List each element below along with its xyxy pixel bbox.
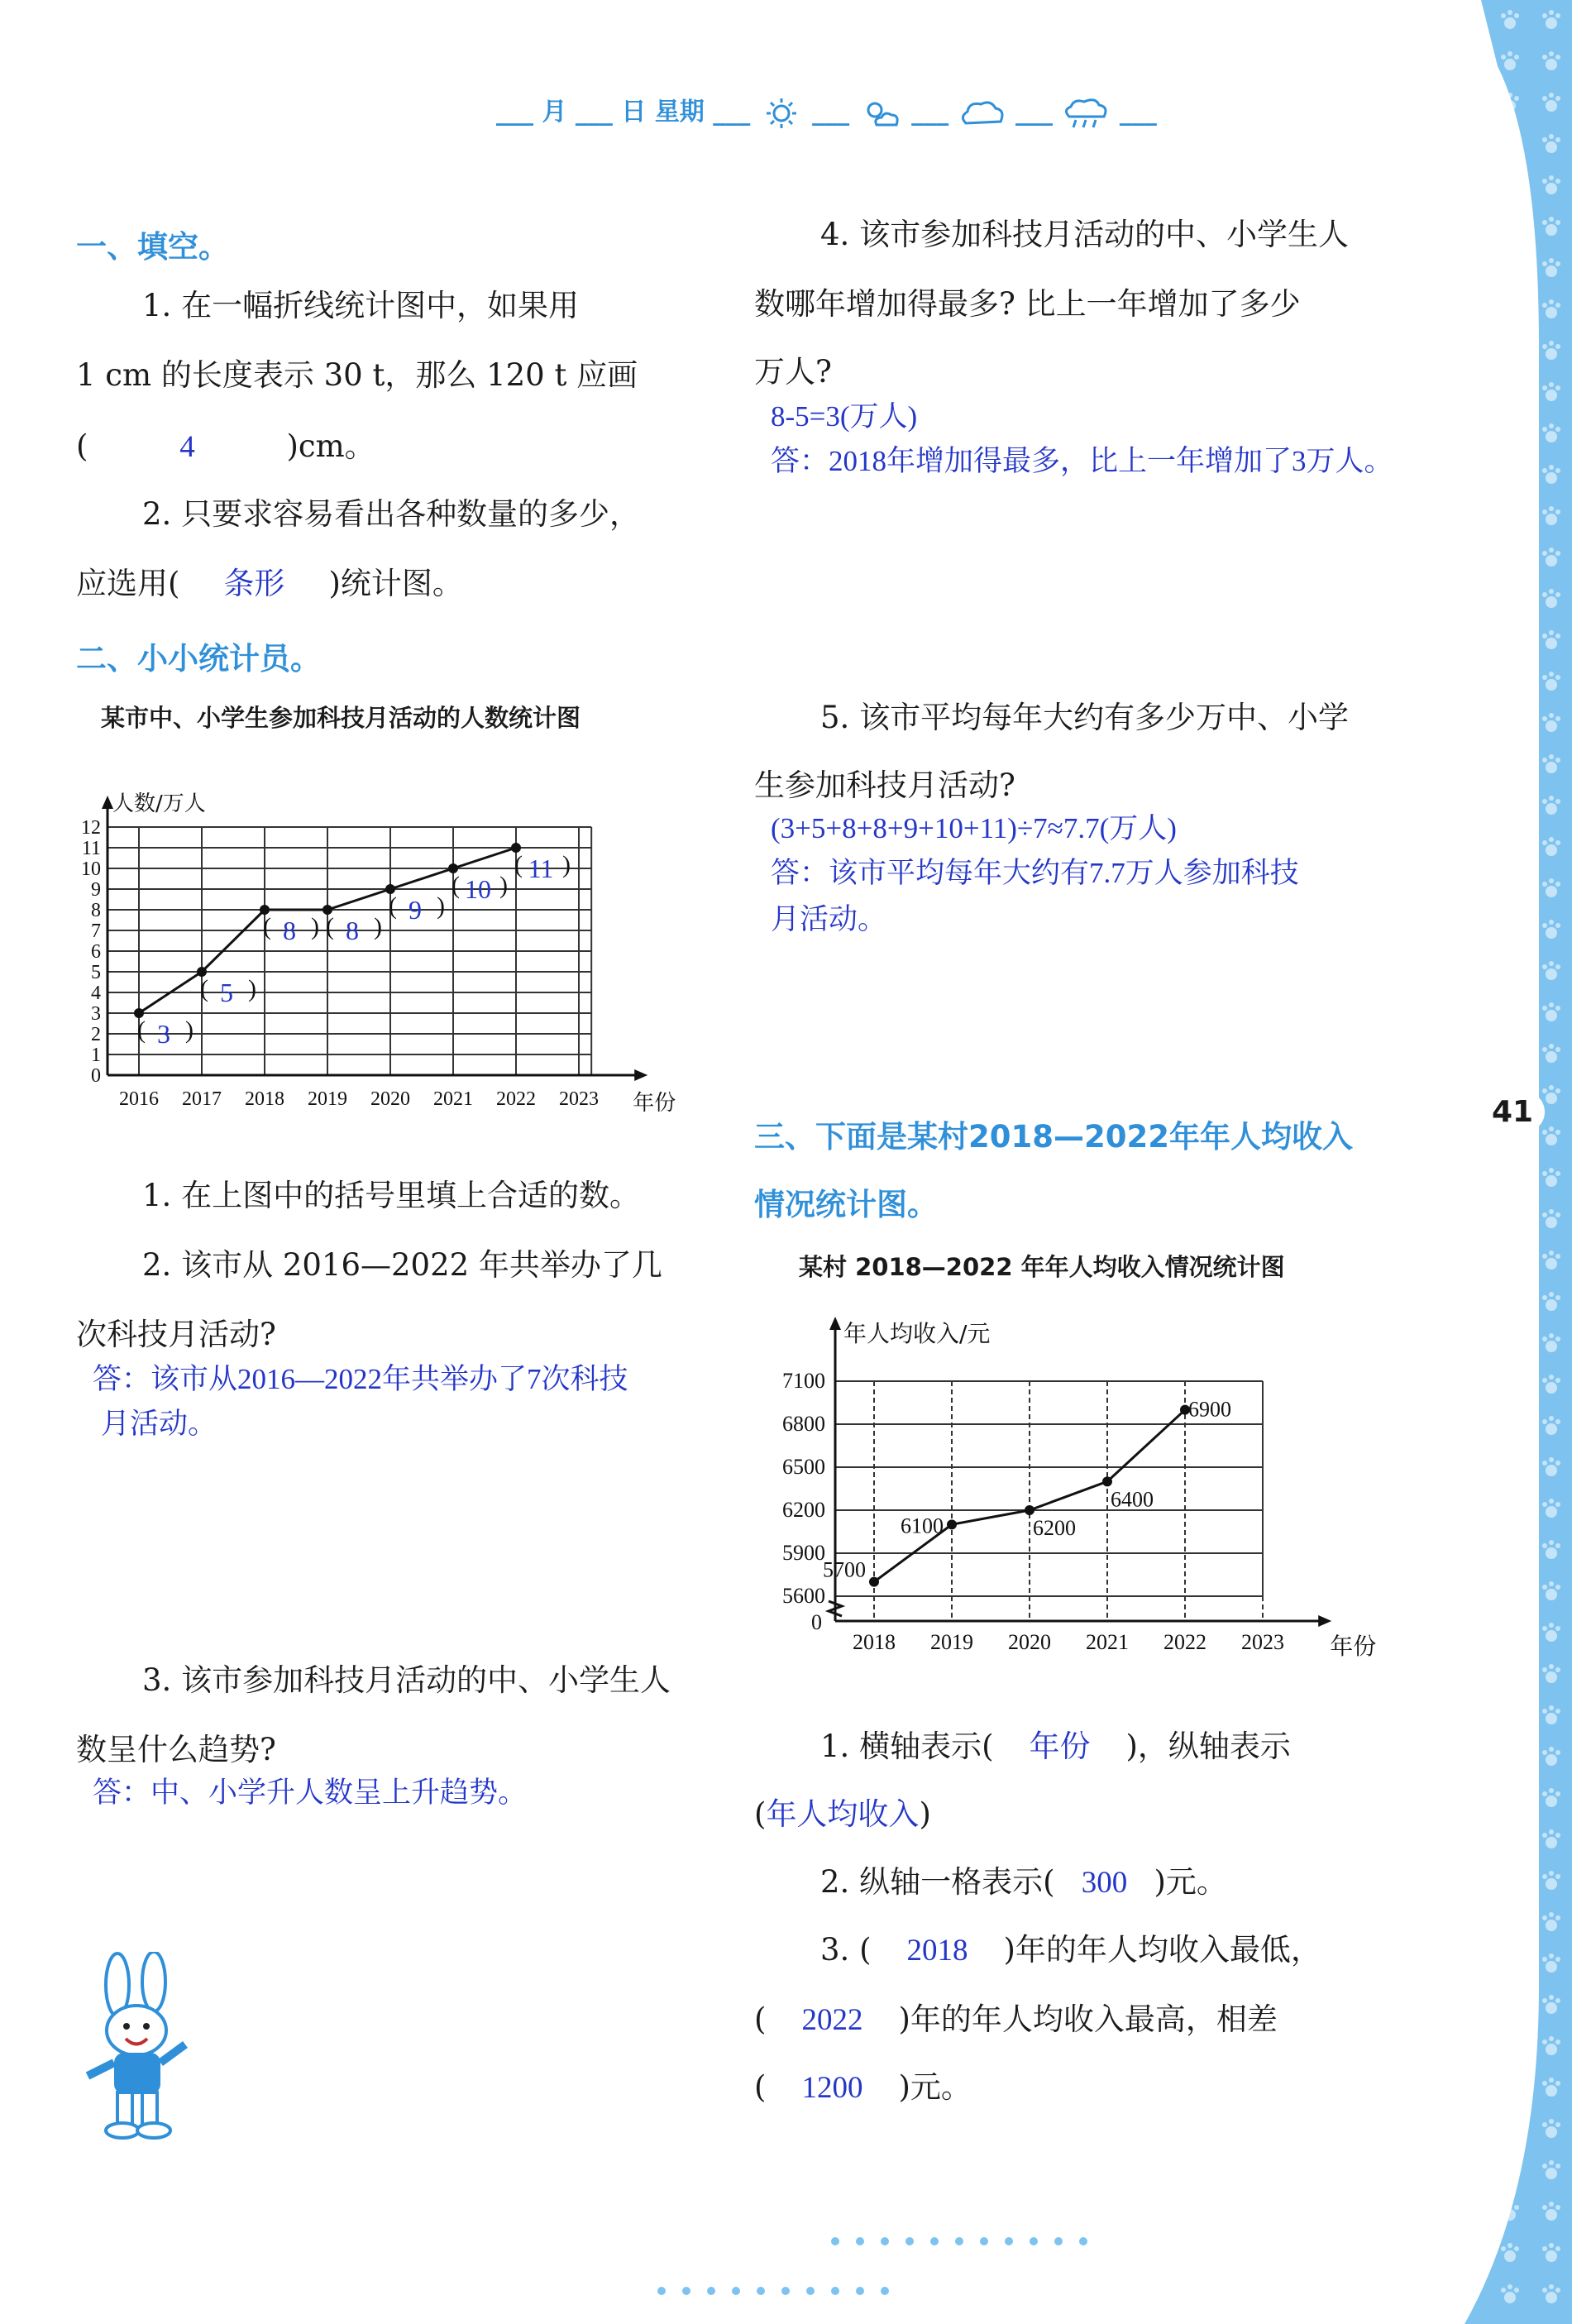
s1-q2-line1: 2. 只要求容易看出各种数量的多少， [142,496,641,532]
s1-q1-line1: 1. 在一幅折线统计图中，如果用 [142,288,580,323]
s2-q4-line2: 数哪年增加得最多? 比上一年增加了多少 [754,286,1301,322]
chart1-y-tick: 1 [91,1045,101,1066]
chart2-y-tick: 5900 [782,1541,825,1565]
s1-q2-answer: 条形 [223,567,285,601]
chart1-x-tick: 2019 [308,1088,347,1110]
paren-open: ( [754,2001,767,2037]
chart1-paren-close: ) [562,851,571,878]
s1-q2-suffix: )统计图。 [328,566,463,601]
chart1-paren-close: ) [374,913,382,940]
cloudy-icon [958,97,1007,130]
chart2-x-tick: 2020 [1008,1630,1051,1654]
chart1-x-tick: 2022 [496,1088,536,1110]
s1-q1-line2: 1 cm 的长度表示 30 t，那么 120 t 应画 [76,357,638,393]
chart1-filled-label: 10 [465,874,491,904]
chart2-x-tick: 2021 [1086,1630,1129,1654]
chart2-y-tick: 7100 [782,1369,825,1393]
decorative-sidebar [1448,0,1572,2324]
chart1-x-tick: 2020 [370,1088,410,1110]
chart1-y-arrow [102,796,113,809]
s3-q2-answer: 300 [1081,1866,1128,1900]
chart1-paren-open: ( [326,913,334,940]
chart1-y-tick: 2 [91,1024,101,1045]
s2-q5-answer-line1: 答：该市平均每年大约有7.7万人参加科技 [771,857,1299,889]
chart1-paren-close: ) [499,872,508,899]
chart2-point [1102,1476,1112,1486]
chart1-y-tick: 8 [91,900,101,921]
s1-q1-answer: 4 [179,430,195,464]
chart1-paren-open: ( [514,851,523,878]
chart2-y-zero: 0 [811,1610,822,1634]
s2-q2-answer-line2: 月活动。 [101,1408,217,1440]
chart2-y-tick: 5600 [782,1584,825,1608]
chart2-x-tick: 2018 [853,1630,896,1654]
chart1-y-tick: 3 [91,1003,101,1025]
chart2-data-label: 5700 [823,1557,866,1582]
chart2-y-tick: 6800 [782,1412,825,1436]
chart1-title: 某市中、小学生参加科技月活动的人数统计图 [101,704,581,732]
s2-q3-line1: 3. 该市参加科技月活动的中、小学生人 [142,1662,671,1698]
s3-q1-line2 [754,1796,931,1834]
chart2-y-label: 年人均收入/元 [843,1320,991,1347]
rabbit-mascot-image [74,1952,198,2142]
chart1-y-tick: 4 [91,983,101,1004]
chart1-filled-label: 3 [157,1019,170,1049]
s3-q1-prefix: 1. 横轴表示( [820,1729,994,1764]
s3-q3-suffix: )元。 [898,2069,972,2105]
chart1-paren-open: ( [137,1016,146,1044]
s1-q1-blank [76,428,375,466]
s2-q1: 1. 在上图中的括号里填上合适的数。 [142,1178,641,1213]
chart1-paren-open: ( [389,892,397,920]
chart2-y-tick: 6500 [782,1455,825,1479]
chart2-data-label: 6100 [901,1513,944,1538]
chart2-x-label: 年份 [1330,1633,1377,1660]
chart1-paren-open: ( [452,872,460,899]
section3-title-line2: 情况统计图。 [754,1187,938,1222]
chart2-axis-break [829,1601,842,1616]
weekday-label: 星期 [654,98,705,127]
s2-q3-line2: 数呈什么趋势? [76,1732,276,1767]
s3-q2-prefix: 2. 纵轴一格表示( [820,1864,1055,1900]
chart1-paren-open: ( [200,975,208,1002]
s2-q2-answer-line1: 答：该市从2016—2022年共举办了7次科技 [93,1363,628,1395]
month-label: 月 [542,98,567,127]
chart1-y-tick: 5 [91,962,101,983]
s2-q3-answer: 答：中、小学升人数呈上升趋势。 [93,1776,528,1809]
chart1-y-label: 人数/万人 [112,791,206,816]
s2-q4-calc: 8-5=3(万人) [771,400,918,433]
s3-q1-mid: )，纵轴表示 [1125,1729,1291,1764]
chart1-y-tick: 6 [91,941,101,963]
page-number: 41 [1480,1092,1545,1132]
chart2-data-label: 6200 [1033,1516,1076,1540]
date-weather-header: ___ 月 ___ 日 星期 ___ ___ ___ ___ ___ [496,91,1157,130]
chart2-income [761,1307,1406,1662]
chart1-x-tick: 2018 [245,1088,284,1110]
chart1-x-arrow [634,1069,647,1081]
sunny-icon [759,97,804,130]
chart2-x-arrow [1318,1615,1331,1627]
s2-q2-line1: 2. 该市从 2016—2022 年共举办了几 [142,1247,662,1283]
s3-q3-line1 [820,1932,1321,1969]
s2-q4-line1: 4. 该市参加科技月活动的中、小学生人 [820,217,1350,252]
s3-q1-line1 [820,1729,1291,1766]
chart1-x-tick: 2023 [559,1088,599,1110]
chart2-point [947,1519,957,1529]
s2-q4-line3: 万人? [754,354,832,390]
s3-q3-line3 [754,2069,972,2106]
chart1-y-tick: 12 [81,817,101,839]
chart2-point [1025,1505,1034,1515]
s3-q2-suffix: )元。 [1154,1864,1227,1900]
partly-cloudy-icon [858,97,903,130]
s3-q3-mid1: )年的年人均收入最低， [1003,1932,1321,1968]
chart1-y-tick: 10 [81,858,101,880]
s2-q5-line2: 生参加科技月活动? [754,767,1015,803]
chart1-y-tick: 9 [91,879,101,901]
paren-close: )cm。 [286,428,375,464]
chart1-x-label: 年份 [633,1091,676,1116]
chart1-y-tick: 0 [91,1065,101,1087]
chart1-paren-open: ( [263,913,271,940]
chart2-y-arrow [829,1317,841,1330]
paren-open: ( [754,1796,767,1832]
chart2-x-tick: 2019 [930,1630,973,1654]
s2-q5-answer-line2: 月活动。 [771,903,887,935]
s3-q1-answer1: 年份 [1029,1730,1091,1764]
s2-q2-line2: 次科技月活动? [76,1317,276,1352]
section3-title-line1: 三、下面是某村2018—2022年年人均收入 [754,1119,1353,1155]
chart2-data-label: 6400 [1111,1487,1154,1512]
chart1-y-tick: 11 [81,838,101,859]
chart1-y-tick: 7 [91,921,101,942]
rainy-icon [1061,97,1111,130]
s1-q2-prefix: 应选用( [76,566,180,601]
chart1-paren-close: ) [437,892,445,920]
s3-q3-answer2: 2022 [801,2003,863,2037]
chart1-paren-close: ) [311,913,319,940]
s3-q3-answer1: 2018 [906,1934,968,1968]
paren-close: ) [919,1796,931,1832]
chart1-x-tick: 2017 [182,1088,222,1110]
section2-title: 二、小小统计员。 [76,641,321,677]
chart1-filled-label: 8 [346,916,359,945]
chart1-filled-label: 11 [528,854,554,883]
s3-q1-answer2: 年人均收入 [766,1798,920,1832]
chart2-data-label: 6900 [1188,1397,1231,1422]
chart1-paren-close: ) [248,975,256,1002]
chart1-people-count [50,769,711,1117]
s1-q2-line2 [76,566,463,603]
chart2-y-tick: 6200 [782,1498,825,1522]
s2-q5-calc: (3+5+8+8+9+10+11)÷7≈7.7(万人) [771,812,1177,844]
decorative-dots [645,2225,1240,2307]
chart1-filled-label: 5 [220,978,233,1007]
s3-q2 [820,1864,1227,1901]
day-label: 日 [621,98,647,127]
chart2-point [869,1577,879,1587]
s3-q3-mid2: )年的年人均收入最高，相差 [898,2001,1278,2037]
chart2-title: 某村 2018—2022 年年人均收入情况统计图 [799,1253,1285,1281]
chart1-x-tick: 2021 [433,1088,473,1110]
s3-q3-line2 [754,2001,1278,2039]
s2-q5-line1: 5. 该市平均每年大约有多少万中、小学 [820,700,1350,735]
chart2-x-tick: 2023 [1241,1630,1284,1654]
s3-q3-prefix: 3. ( [820,1932,872,1968]
paren-open: ( [76,428,88,464]
chart1-paren-close: ) [185,1016,194,1044]
s2-q4-answer: 答：2018年增加得最多，比上一年增加了3万人。 [771,445,1393,477]
chart1-x-tick: 2016 [119,1088,159,1110]
chart1-filled-label: 8 [283,916,296,945]
chart2-x-tick: 2022 [1163,1630,1206,1654]
s3-q3-answer3: 1200 [801,2071,863,2105]
paren-open: ( [754,2069,767,2105]
section1-title: 一、填空。 [76,229,229,265]
chart1-filled-label: 9 [409,895,422,925]
